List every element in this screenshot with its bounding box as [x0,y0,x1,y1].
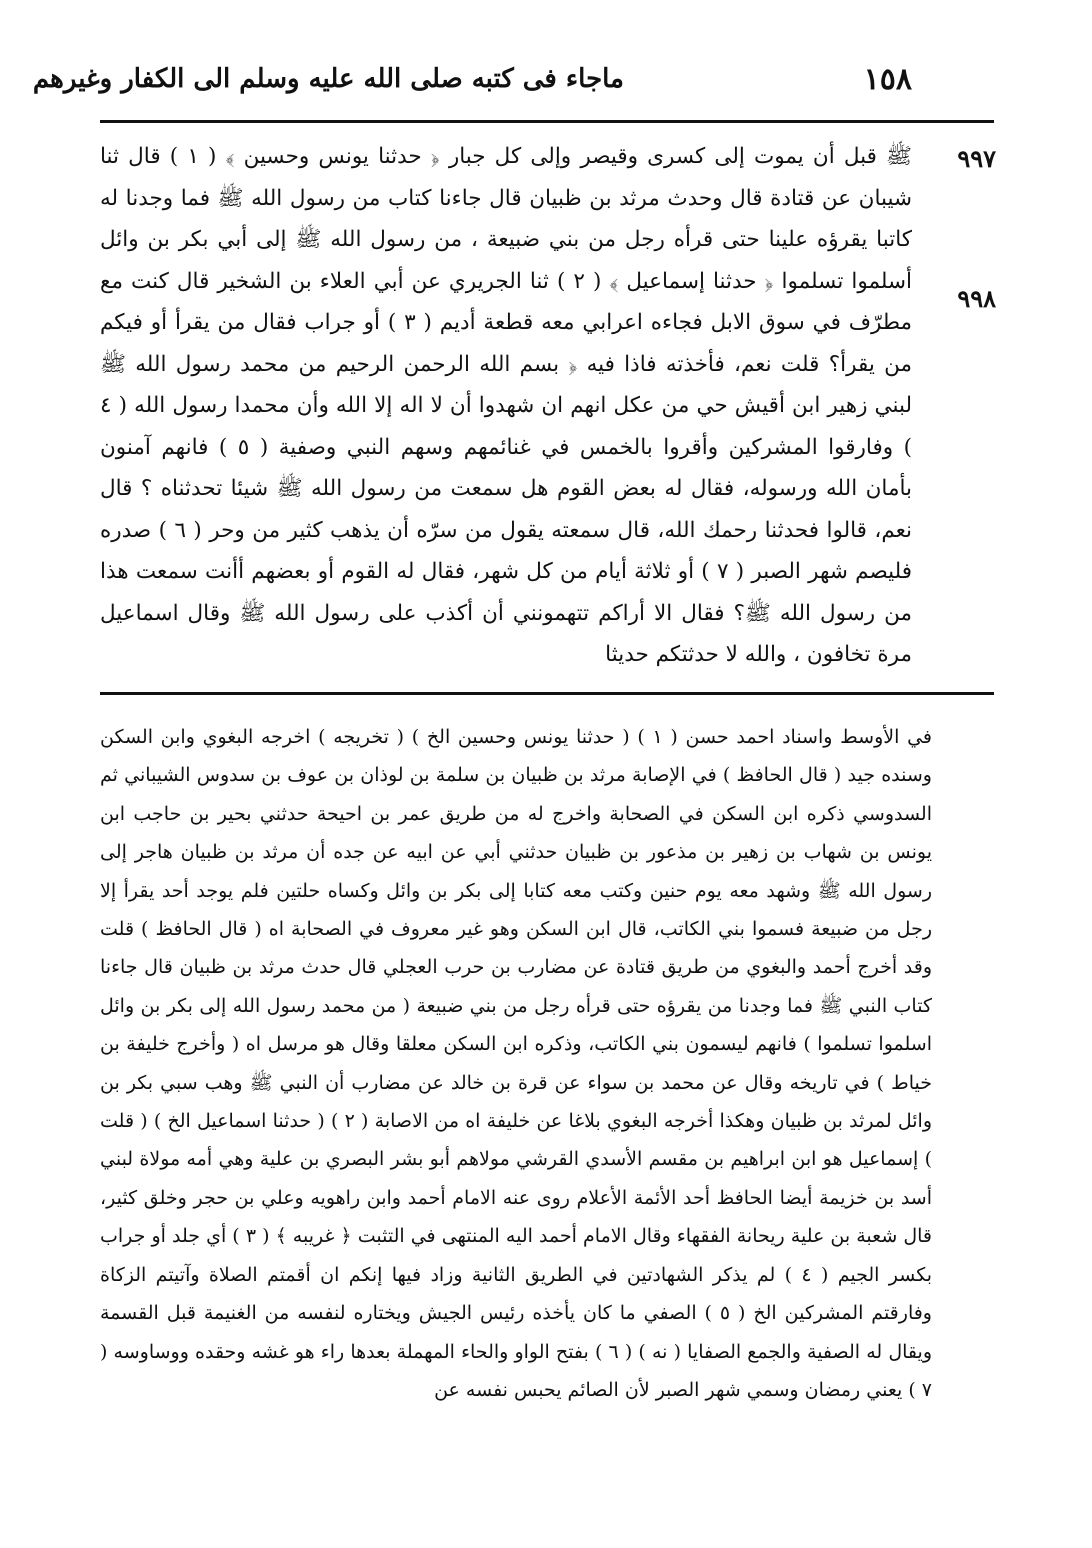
running-title: ماجاء فى كتبه صلى الله عليه وسلم الى الكفار وغيرهم [32,64,624,94]
footnote-rule [100,692,994,695]
page-number: ١٥٨ [863,62,912,97]
hadith-number: ٩٩٨ [957,284,996,313]
main-text-block [100,136,912,676]
header-rule [100,120,994,123]
footnotes-block [100,718,932,1478]
footnotes-text: في الأوسط واسناد احمد حسن ( ١ ) ( حدثنا يونس وحسين الخ ) ( تخريجه ) اخرجه البغوي وابن السكن وسنده جيد ( قال الحافظ ) في الإصابة مرثد بن ظبيان بن سلمة بن لوذان بن عوف بن سدوس الشيباني ثم السدوسي ذكره ابن السكن في الصحابة واخرج له من طريق عمر بن احيحة حدثني بحير بن حاجب ابن يونس بن شهاب بن زهير بن مذعور بن ظبيان حدثني أبي عن ابيه عن جده أن مرثد بن ظبيان هاجر إلى رسول الله ﷺ وشهد معه يوم حنين وكتب معه كتابا إلى بكر بن وائل وكساه حلتين فلم يوجد أحد يقرأ إلا رجل من ضبيعة فسموا بني الكاتب، قال ابن السكن وهو غير معروف في الصحابة اه ( قال الحافظ ) قلت وقد أخرج أحمد والبغوي من طريق قتادة عن مضارب بن حرب العجلي قال حدث مرثد بن ظبيان قال جاءنا كتاب النبي ﷺ فما وجدنا من يقرؤه حتى قرأه رجل من بني ضبيعة ( من محمد رسول الله إلى بكر بن وائل اسلموا تسلموا ) فانهم ليسمون بني الكاتب، وذكره ابن السكن معلقا وقال هو مرسل اه ( وأخرج خليفة بن خياط ) في تاريخه وقال عن محمد بن سواء عن قرة بن خالد عن مضارب أن النبي ﷺ وهب سبي بكر بن وائل لمرثد بن ظبيان وهكذا أخرجه البغوي بلاغا عن خليفة اه من الاصابة ( ٢ ) ( حدثنا اسماعيل الخ ) ( قلت ) إسماعيل هو ابن ابراهيم بن مقسم الأسدي القرشي مولاهم أبو بشر البصري بن علية وهي أمه مولاة لبني أسد بن خزيمة أيضا الحافظ أحد الأئمة الأعلام روى عنه الامام أحمد وابن راهويه وعلي بن حجر وخلق كثير، قال شعبة بن علية ريحانة الفقهاء وقال الامام أحمد اليه المنتهى في التثبت ﴿ غريبه ﴾ ( ٣ ) أي جلد أو جراب بكسر الجيم ( ٤ ) لم يذكر الشهادتين في الطريق الثانية وزاد فيها إنكم ان أقمتم الصلاة وآتيتم الزكاة وفارقتم المشركين الخ ( ٥ ) الصفي ما كان يأخذه رئيس الجيش ويختاره لنفسه من الغنيمة قبل القسمة ويقال له الصفية والجمع الصفايا ( نه ) ( ٦ ) بفتح الواو والحاء المهملة بعدها راء هو غشه وحقده ووساوسه ( ٧ ) يعني رمضان وسمي شهر الصبر لأن الصائم يحبس نفسه عن [100,726,932,1401]
hadith-number: ٩٩٧ [957,144,996,173]
main-text: ﷺ قبل أن يموت إلى كسرى وقيصر وإلى كل جبار ﴿ حدثنا يونس وحسين ﴾ ( ١ ) قال ثنا شيبان عن قتادة قال وحدث مرثد بن ظبيان قال جاءنا كتاب من رسول الله ﷺ فما وجدنا له كاتبا يقرؤه علينا حتى قرأه رجل من بني ضبيعة ، من رسول الله ﷺ إلى أبي بكر بن وائل أسلموا تسلموا ﴿ حدثنا إسماعيل ﴾ ( ٢ ) ثنا الجريري عن أبي العلاء بن الشخير قال كنت مع مطرّف في سوق الابل فجاءه اعرابي معه قطعة أديم ( ٣ ) أو جراب فقال من يقرأ أو فيكم من يقرأ؟ قلت نعم، فأخذته فاذا فيه ﴿ بسم الله الرحمن الرحيم من محمد رسول الله ﷺ لبني زهير ابن أقيش حي من عكل انهم ان شهدوا أن لا اله إلا الله وأن محمدا رسول الله ( ٤ ) وفارقوا المشركين وأقروا بالخمس في غنائمهم وسهم النبي وصفية ( ٥ ) فانهم آمنون بأمان الله ورسوله، فقال له بعض القوم هل سمعت من رسول الله ﷺ شيئا تحدثناه ؟ قال نعم، قالوا فحدثنا رحمك الله، قال سمعته يقول من سرّه أن يذهب كثير من وحر ( ٦ ) صدره فليصم شهر الصبر ( ٧ ) أو ثلاثة أيام من كل شهر، فقال له القوم أو بعضهم أأنت سمعت هذا من رسول الله ﷺ؟ فقال الا أراكم تتهمونني أن أكذب على رسول الله ﷺ وقال اسماعيل مرة تخافون ، والله لا حدثتكم حديثا [100,144,913,667]
page-header [32,60,994,112]
